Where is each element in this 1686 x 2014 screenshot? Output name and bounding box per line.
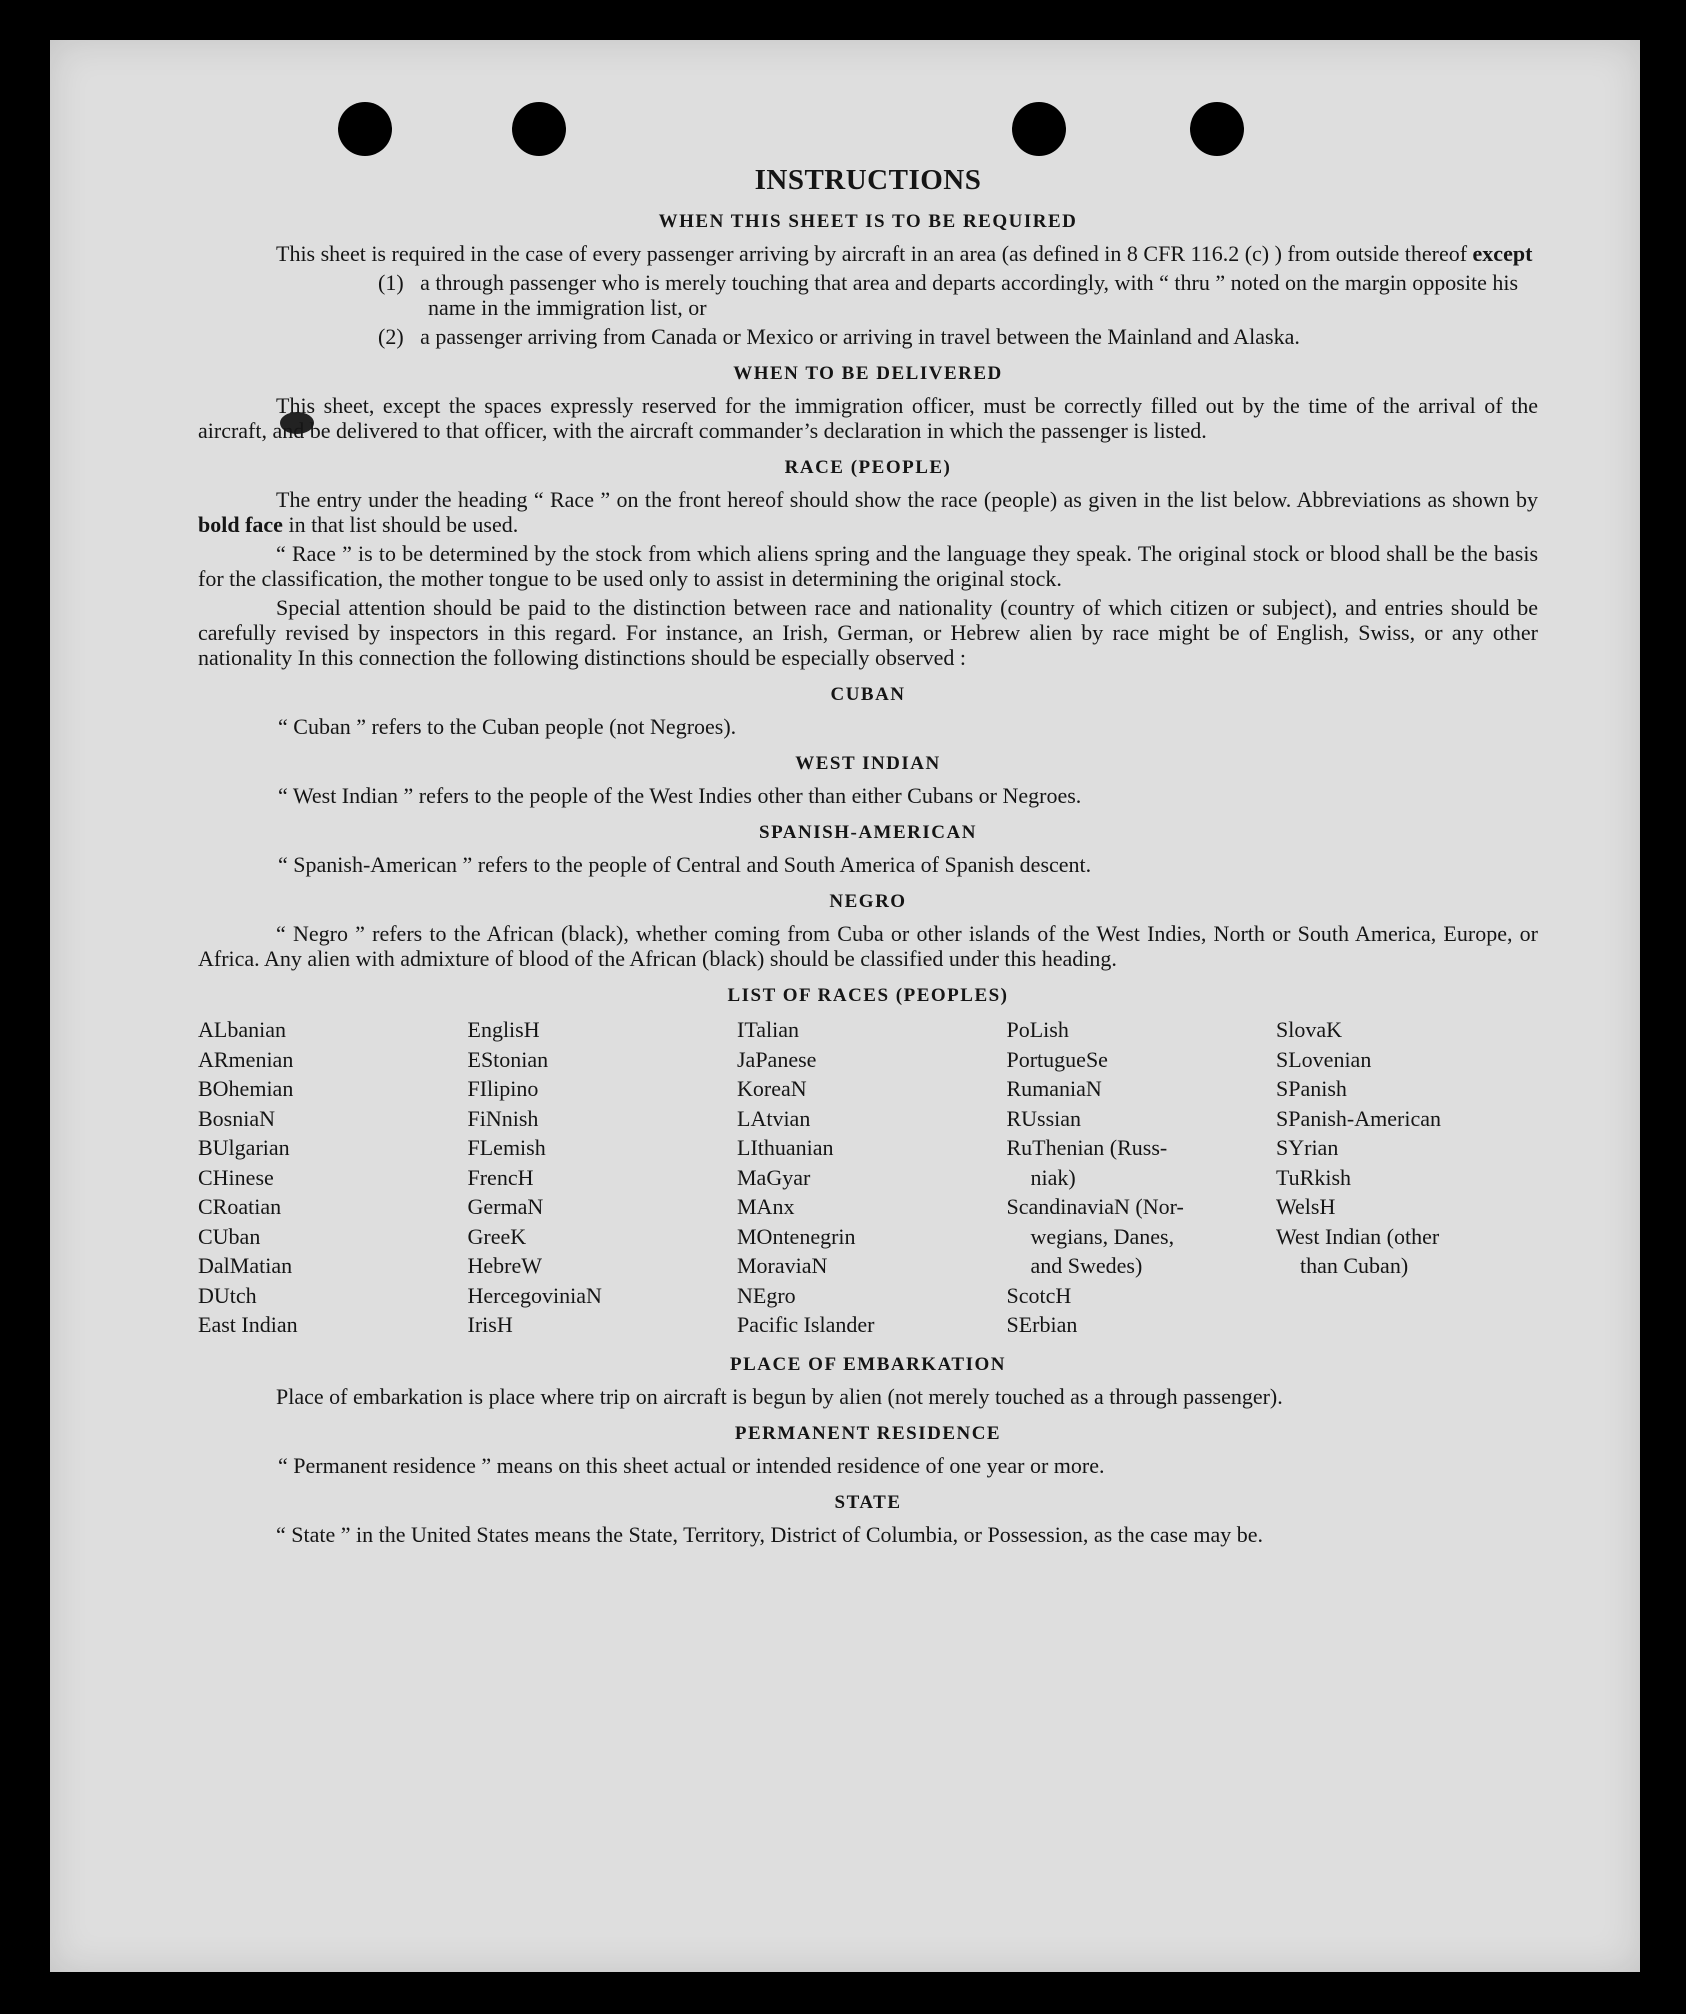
race-entry: RUssian bbox=[1006, 1105, 1082, 1131]
paragraph: “ Race ” is to be determined by the stock from which aliens spring and the language they speak. The original stock or blood shall be the basis for the classification, the mother tongue to be used only to assist in determining the original stock. bbox=[198, 541, 1538, 591]
race-list bbox=[198, 1015, 1538, 1340]
race-entry: EnglisH bbox=[467, 1017, 540, 1042]
item-number: (2) bbox=[378, 324, 404, 349]
race-entry: NEgro bbox=[737, 1282, 796, 1308]
page-title: INSTRUCTIONS bbox=[754, 164, 982, 196]
paragraph bbox=[198, 487, 1538, 537]
race-entry-continuation: wegians, Danes, bbox=[1030, 1223, 1175, 1249]
race-entry: West Indian (other bbox=[1276, 1223, 1440, 1249]
race-entry-continuation: and Swedes) bbox=[1030, 1253, 1143, 1278]
document-sheet bbox=[50, 40, 1640, 1972]
race-entry: ALbanian bbox=[198, 1017, 286, 1042]
paragraph: “ Spanish-American ” refers to the people of Central and South America of Spanish descent. bbox=[278, 852, 1092, 877]
paragraph: “ Cuban ” refers to the Cuban people (not Negroes). bbox=[278, 714, 737, 739]
race-entry: MOntenegrin bbox=[737, 1223, 856, 1249]
race-entry: GreeK bbox=[467, 1223, 527, 1249]
list-item bbox=[198, 270, 1538, 320]
race-entry: EStonian bbox=[467, 1046, 549, 1072]
race-column bbox=[1276, 1015, 1538, 1340]
punch-hole bbox=[1012, 102, 1066, 156]
punch-hole bbox=[1190, 102, 1244, 156]
section-heading: CUBAN bbox=[830, 684, 906, 705]
paragraph: “ Negro ” refers to the African (black), whether coming from Cuba or other islands of the West Indies, North or South America, Europe, or Africa. Any alien with admixture of blood of the African (black) should be classified under this heading. bbox=[198, 921, 1538, 971]
race-entry: RuThenian (Russ- bbox=[1006, 1135, 1168, 1160]
paragraph: This sheet, except the spaces expressly reserved for the immigration officer, must be correctly filled out by the time of the arrival of the aircraft, and be delivered to that officer, with the aircraft commander’s declaration in which the passenger is listed. bbox=[198, 393, 1538, 443]
race-entry: FiNnish bbox=[467, 1105, 539, 1131]
race-entry: LIthuanian bbox=[737, 1135, 834, 1160]
race-entry: SErbian bbox=[1006, 1312, 1078, 1337]
race-entry: IrisH bbox=[467, 1312, 513, 1337]
race-entry: DUtch bbox=[198, 1282, 257, 1308]
race-entry: SPanish-American bbox=[1276, 1105, 1441, 1131]
race-entry: PoLish bbox=[1006, 1017, 1069, 1042]
section-heading: WHEN TO BE DELIVERED bbox=[733, 363, 1003, 384]
paragraph bbox=[198, 241, 1538, 266]
punch-hole bbox=[512, 102, 566, 156]
race-column bbox=[737, 1015, 999, 1340]
race-entry: SYrian bbox=[1276, 1135, 1339, 1160]
race-column bbox=[468, 1015, 730, 1340]
section-heading: SPANISH-AMERICAN bbox=[759, 822, 977, 843]
race-entry: TuRkish bbox=[1276, 1164, 1352, 1190]
race-entry: ScandinaviaN (Nor- bbox=[1006, 1194, 1184, 1219]
race-entry: ScotcH bbox=[1006, 1282, 1072, 1308]
section-heading: PLACE OF EMBARKATION bbox=[730, 1353, 1006, 1375]
race-entry: SlovaK bbox=[1276, 1017, 1342, 1042]
emphasis-text: bold face bbox=[198, 512, 283, 537]
race-entry: JaPanese bbox=[737, 1046, 817, 1072]
section-heading: STATE bbox=[834, 1491, 902, 1513]
race-entry-continuation: niak) bbox=[1030, 1164, 1076, 1190]
paragraph: “ Permanent residence ” means on this sheet actual or intended residence of one year or more. bbox=[278, 1452, 1105, 1478]
section-heading: NEGRO bbox=[829, 891, 907, 912]
section-heading: LIST OF RACES (PEOPLES) bbox=[727, 985, 1009, 1006]
race-column bbox=[198, 1015, 460, 1340]
race-entry: BosniaN bbox=[198, 1105, 275, 1131]
section-heading: WHEN THIS SHEET IS TO BE REQUIRED bbox=[658, 211, 1078, 232]
section-heading: PERMANENT RESIDENCE bbox=[734, 1422, 1002, 1444]
race-column bbox=[1007, 1015, 1269, 1340]
punch-hole bbox=[338, 102, 392, 156]
race-entry: MAnx bbox=[737, 1194, 795, 1219]
paragraph-text: The entry under the heading “ Race ” on the front hereof should show the race (people) as given in the list below. Abbreviations as shown by bbox=[276, 487, 1538, 512]
race-entry: HebreW bbox=[467, 1253, 543, 1278]
race-entry: WelsH bbox=[1276, 1194, 1336, 1219]
emphasis-text: except bbox=[1472, 241, 1533, 266]
race-entry: MoraviaN bbox=[737, 1253, 828, 1278]
race-entry: BOhemian bbox=[198, 1076, 294, 1101]
race-entry: CRoatian bbox=[198, 1194, 282, 1219]
instructions-content bbox=[198, 164, 1538, 1547]
race-entry: SLovenian bbox=[1276, 1046, 1372, 1072]
paragraph-text: This sheet is required in the case of every passenger arriving by aircraft in an area (as defined in 8 CFR 116.2 (c) ) from outside thereof bbox=[276, 241, 1468, 266]
race-entry: DalMatian bbox=[198, 1253, 293, 1278]
race-entry: FIlipino bbox=[467, 1076, 539, 1101]
race-entry: PortugueSe bbox=[1006, 1046, 1108, 1072]
race-entry: FrencH bbox=[467, 1164, 534, 1190]
race-entry: SPanish bbox=[1276, 1076, 1347, 1101]
item-text: a through passenger who is merely touching that area and departs accordingly, with “ thru ” noted on the margin opposite his name in the immigration list, or bbox=[420, 270, 1519, 320]
race-entry: RumaniaN bbox=[1006, 1076, 1102, 1101]
race-entry: Pacific Islander bbox=[737, 1312, 875, 1337]
item-number: (1) bbox=[378, 270, 404, 295]
paragraph: “ West Indian ” refers to the people of the West Indies other than either Cubans or Negroes. bbox=[278, 783, 1082, 808]
item-text: a passenger arriving from Canada or Mexico or arriving in travel between the Mainland and Alaska. bbox=[420, 324, 1300, 349]
race-entry: ITalian bbox=[737, 1017, 799, 1042]
race-entry: GermaN bbox=[467, 1194, 544, 1219]
race-entry: MaGyar bbox=[737, 1164, 811, 1190]
race-entry: KoreaN bbox=[737, 1076, 807, 1101]
race-entry: FLemish bbox=[467, 1135, 546, 1160]
race-entry-continuation: than Cuban) bbox=[1300, 1253, 1409, 1278]
race-entry: CHinese bbox=[198, 1164, 274, 1190]
race-entry: HercegoviniaN bbox=[467, 1282, 602, 1308]
race-entry: CUban bbox=[198, 1223, 261, 1249]
paragraph-text: in that list should be used. bbox=[288, 512, 519, 537]
race-entry: ARmenian bbox=[198, 1046, 294, 1072]
paragraph: Place of embarkation is place where trip on aircraft is begun by alien (not merely touched as a through passenger). bbox=[276, 1383, 1283, 1409]
race-entry: East Indian bbox=[198, 1312, 298, 1337]
list-item bbox=[198, 324, 1538, 349]
race-entry: LAtvian bbox=[737, 1105, 811, 1131]
section-heading: WEST INDIAN bbox=[795, 753, 941, 774]
paragraph: Special attention should be paid to the distinction between race and nationality (country of which citizen or subject), and entries should be carefully revised by inspectors in this regard. For instance, an Irish, German, or Hebrew alien by race might be of English, Swiss, or any other nationality In this connection the following distinctions should be especially observed : bbox=[198, 595, 1538, 670]
section-heading: RACE (PEOPLE) bbox=[784, 457, 952, 478]
race-entry: BUlgarian bbox=[198, 1135, 290, 1160]
paragraph: “ State ” in the United States means the State, Territory, District of Columbia, or Possession, as the case may be. bbox=[276, 1521, 1264, 1547]
